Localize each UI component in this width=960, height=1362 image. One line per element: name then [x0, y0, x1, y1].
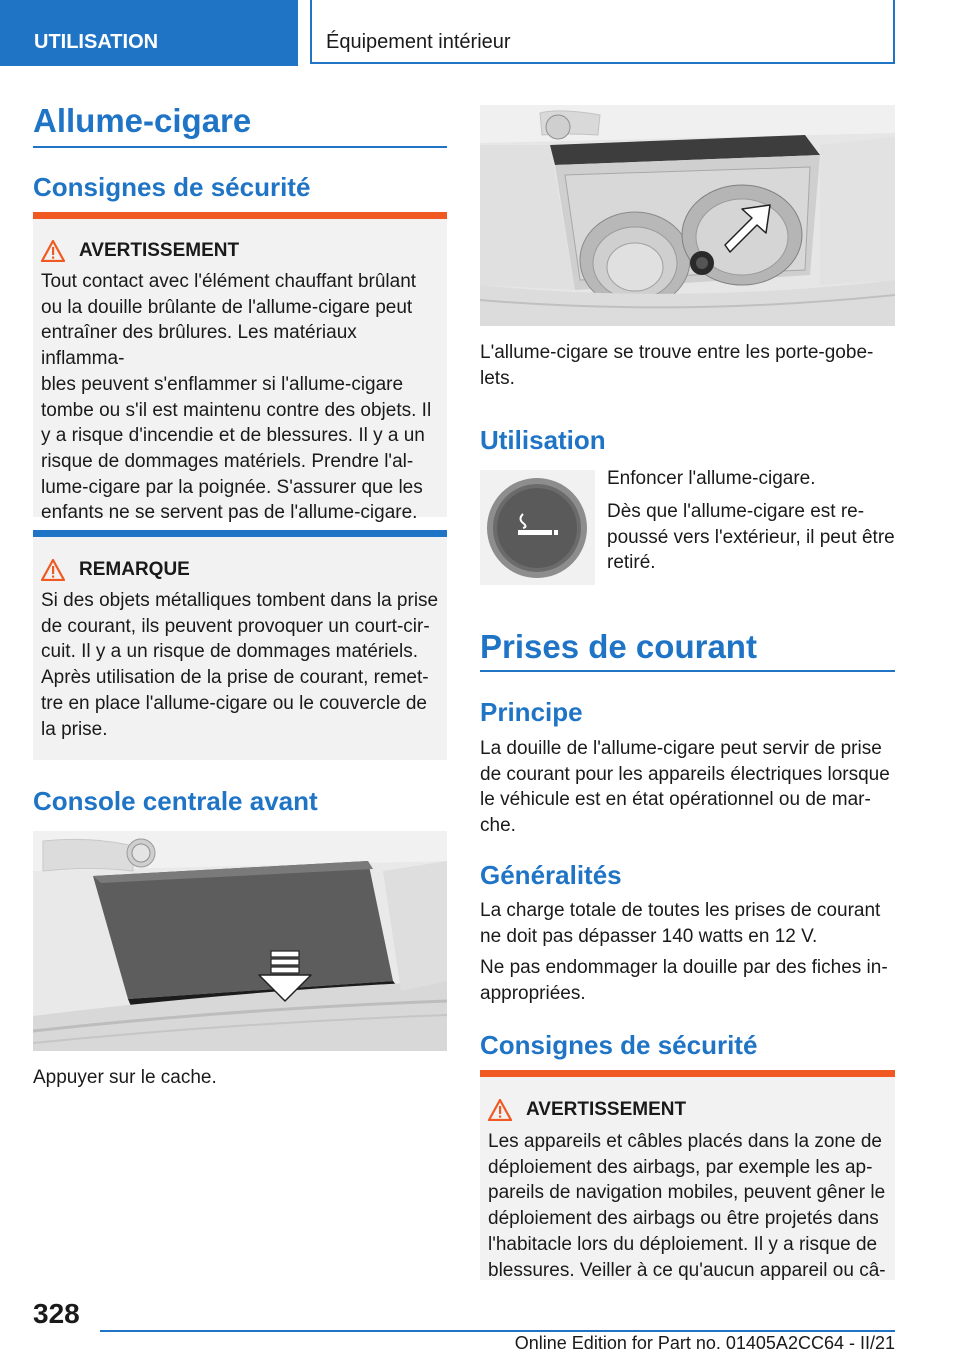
section-title-sockets: Prises de courant	[480, 628, 757, 665]
page-number: 328	[33, 1298, 80, 1329]
usage-line: poussé vers l'extérieur, il peut être	[607, 526, 895, 548]
warning-line: entraîner des brûlures. Les matériaux inflamma-	[41, 322, 357, 370]
warning-header	[488, 1099, 686, 1121]
usage-step-1: Enfoncer l'allume-cigare.	[607, 468, 816, 489]
footer-rule	[100, 1330, 895, 1332]
principle-text	[480, 736, 890, 839]
section-title-lighter: Allume-cigare	[33, 102, 252, 139]
warning-line: Les appareils et câbles placés dans la zone de	[488, 1131, 882, 1152]
heading-usage: Utilisation	[480, 425, 606, 455]
note-line: cuit. Il y a un risque de dommages matériels.	[41, 641, 419, 663]
warning-line: ou la douille brûlante de l'allume-cigare peut	[41, 296, 413, 318]
warning-label: AVERTISSEMENT	[79, 240, 240, 261]
principle-line: La douille de l'allume-cigare peut servir de prise	[480, 738, 882, 759]
warning-header	[41, 240, 239, 262]
heading-safety-sockets: Consignes de sécurité	[480, 1030, 758, 1060]
warning-triangle-icon	[41, 240, 65, 262]
warning-triangle-icon	[488, 1099, 512, 1121]
usage-step-2	[607, 499, 895, 576]
warning-box	[33, 212, 447, 524]
principle-line: le véhicule est en état opérationnel ou de mar-	[480, 789, 871, 811]
warning-box-sockets	[480, 1070, 895, 1280]
heading-general: Généralités	[480, 860, 622, 890]
note-header	[41, 559, 190, 581]
heading-safety: Consignes de sécurité	[33, 172, 311, 202]
heading-principle: Principe	[480, 697, 583, 727]
principle-line: de courant pour les appareils électriques lorsque	[480, 763, 890, 785]
warning-line: lume-cigare par la poignée. S'assurer que les	[41, 476, 423, 498]
note-line: de courant, ils peuvent provoquer un court-cir-	[41, 615, 430, 637]
header-section-tab[interactable]: UTILISATION	[0, 0, 298, 66]
title-rule	[33, 146, 447, 148]
warning-text	[41, 269, 439, 526]
warning-line: y a risque d'incendie et de blessures. Il y a un	[41, 425, 425, 447]
warning-line: déploiement des airbags, par exemple les ap-	[488, 1156, 873, 1178]
general-line: appropriées.	[480, 982, 586, 1004]
usage-line: retiré.	[607, 552, 656, 574]
warning-line: l'habitacle lors du déploiement. Il y a risque de	[488, 1233, 878, 1255]
title-rule	[480, 670, 895, 672]
footer-edition: Online Edition for Part no. 01405A2CC64 - II/21	[514, 1333, 895, 1353]
warning-line: risque de dommages matériels. Prendre l'al-	[41, 450, 414, 472]
note-line: tre en place l'allume-cigare ou le couvercle de	[41, 692, 427, 714]
warning-bar	[480, 1070, 895, 1077]
general-text-1	[480, 898, 880, 949]
warning-line: déploiement des airbags ou être projetés dans	[488, 1208, 879, 1230]
warning-line: bles peuvent s'enflammer si l'allume-cigare	[41, 373, 404, 395]
note-label: REMARQUE	[79, 559, 190, 580]
general-line: La charge totale de toutes les prises de courant	[480, 900, 881, 921]
warning-line: tombe ou s'il est maintenu contre des objets. Il	[41, 399, 432, 421]
note-line: Si des objets métalliques tombent dans la prise	[41, 590, 439, 611]
heading-console: Console centrale avant	[33, 786, 318, 816]
note-line: Après utilisation de la prise de courant, remet-	[41, 667, 429, 689]
general-text-2	[480, 955, 888, 1006]
warning-triangle-icon	[41, 559, 65, 581]
lighter-caption	[480, 340, 873, 391]
cigarette-lighter-image	[480, 470, 595, 585]
note-line: la prise.	[41, 718, 108, 740]
header-chapter-title: Équipement intérieur	[310, 0, 895, 64]
general-line: ne doit pas dépasser 140 watts en 12 V.	[480, 925, 818, 947]
general-line: Ne pas endommager la douille par des fiches in-	[480, 957, 888, 978]
warning-bar	[33, 212, 447, 219]
usage-line: Dès que l'allume-cigare est re-	[607, 501, 865, 522]
note-box	[33, 530, 447, 760]
caption-line: lets.	[480, 367, 515, 389]
note-text	[41, 588, 439, 742]
warning-line: pareils de navigation mobiles, peuvent gêner le	[488, 1182, 886, 1204]
warning-text	[488, 1129, 887, 1283]
principle-line: che.	[480, 815, 516, 837]
caption-line: L'allume-cigare se trouve entre les porte-gobe-	[480, 342, 874, 363]
warning-label: AVERTISSEMENT	[526, 1099, 687, 1120]
console-cover-image	[33, 831, 447, 1051]
lighter-location-image	[480, 105, 895, 326]
console-caption: Appuyer sur le cache.	[33, 1067, 217, 1088]
warning-line: blessures. Veiller à ce qu'aucun appareil ou câ-	[488, 1259, 886, 1281]
warning-line: enfants ne se servent pas de l'allume-cigare.	[41, 502, 418, 524]
note-bar	[33, 530, 447, 537]
warning-line: Tout contact avec l'élément chauffant brûlant	[41, 271, 417, 292]
